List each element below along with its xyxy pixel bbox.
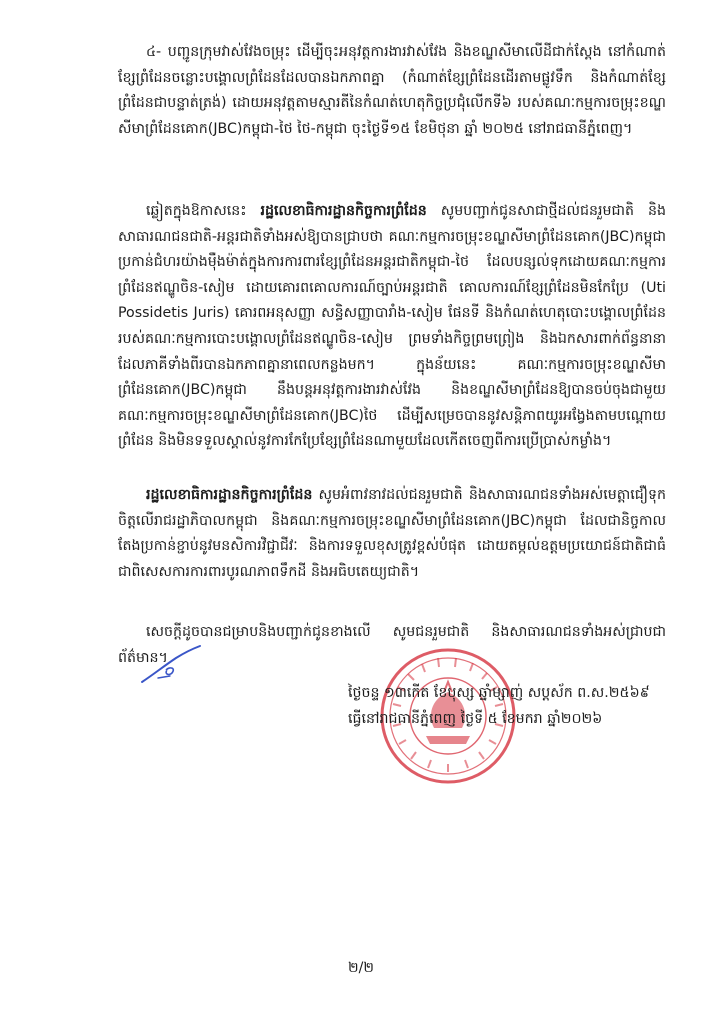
page-number: ២/២ <box>348 960 374 976</box>
paragraph-text: ៤- បញ្ជូនក្រុមវាស់វែងចម្រុះ ដើម្បីចុះអនុវត្តការងារវាស់វែង និងខណ្ឌសីមាលើដីជាក់ស្តែង នៅកំណាត់ខ្សែព្រំដែនចន្លោះបង្គោលព្រំដែនដែលបានឯកភាពគ្នា (កំណាត់ខ្សែព្រំដែនដើរតាមផ្លូវទឹក និងកំណាត់ខ្សែព្រំដែនជាបន្ទាត់ត្រង់) ដោយអនុវត្តតាមស្មារតីនៃកំណត់ហេតុកិច្ចប្រជុំលើកទី៦ របស់គណៈកម្មការចម្រុះខណ្ឌសីមាព្រំដែនគោក(JBC)កម្ពុជា-ថៃ ថៃ-កម្ពុជា ចុះថ្ងៃទី១៥ ខែមិថុនា ឆ្នាំ ២០២៥ នៅរាជធានីភ្នំពេញ។ <box>118 44 666 137</box>
lunar-date-line: ថ្ងៃចន្ទ ១៣កើត ខែបុស្ស ឆ្នាំម្សាញ់ សប្តស័ក ព.ស.២៥៦៩ <box>348 685 650 701</box>
paragraph-bold-subject: រដ្ឋលេខាធិការដ្ឋានកិច្ចការព្រំដែន <box>260 203 427 219</box>
paragraph-border-position <box>118 199 666 455</box>
paragraph-text: សូមអំពាវនាវដល់ជនរួមជាតិ និងសាធារណជនទាំងអស់មេត្តាជឿទុកចិត្តលើរាជរដ្ឋាភិបាលកម្ពុជា និងគណៈកម្មការចម្រុះខណ្ឌសីមាព្រំដែនគោក(JBC)កម្ពុជា ដែលជានិច្ចកាលតែងប្រកាន់ខ្ជាប់នូវមនសិការវិជ្ជាជីវៈ និងការទទួលខុសត្រូវខ្ពស់បំផុត ដោយតម្កល់ឧត្តមប្រយោជន៍ជាតិជាធំ ជាពិសេសការការពារបូរណភាពទឹកដី និងអធិបតេយ្យជាតិ។ <box>118 487 666 580</box>
place-date-line: ធ្វើនៅរាជធានីភ្នំពេញ ថ្ងៃទី ៥ ខែមករា ឆ្នាំ២០២៦ <box>348 711 603 727</box>
date-block <box>348 680 678 732</box>
paragraph-text: សូមបញ្ជាក់ជូនសាជាថ្មីដល់ជនរួមជាតិ និងសាធារណជនជាតិ-អន្តរជាតិទាំងអស់ឱ្យបានជ្រាបថា គណៈកម្មការចម្រុះខណ្ឌសីមាព្រំដែនគោក(JBC)កម្ពុជា ប្រកាន់ជំហរយ៉ាងម៉ឺងម៉ាត់ក្នុងការការពារខ្សែព្រំដែនអន្តរជាតិកម្ពុជា-ថៃ ដែលបន្សល់ទុកដោយគណៈកម្មការព្រំដែនឥណ្ឌូចិន-សៀម ដោយគោរពគោលការណ៍ច្បាប់អន្តរជាតិ គោលការណ៍ខ្សែព្រំដែនមិនកែប្រែ (Uti Possidetis Juris) គោរពអនុសញ្ញា សន្ធិសញ្ញាបារាំង-សៀម ផែនទី និងកំណត់ហេតុបោះបង្គោលព្រំដែនរបស់គណៈកម្មការបោះបង្គោលព្រំដែនឥណ្ឌូចិន-សៀម ព្រមទាំងកិច្ចព្រមព្រៀង និងឯកសារពាក់ព័ន្ធនានាដែលភាគីទាំងពីរបានឯកភាពគ្នានាពេលកន្លងមក។ ក្នុងន័យនេះ គណៈកម្មការចម្រុះខណ្ឌសីមាព្រំដែនគោក(JBC)កម្ពុជា នឹងបន្តអនុវត្តការងារវាស់វែង និងខណ្ឌសីមាព្រំដែនឱ្យបានចប់ចុងជាមួយគណៈកម្មការចម្រុះខណ្ឌសីមាព្រំដែនគោក(JBC)ថៃ ដើម្បីសម្រេចបាននូវសន្តិភាពយូរអង្វែងតាមបណ្តោយព្រំដែន និងមិនទទួលស្គាល់នូវការកែប្រែខ្សែព្រំដែនណាមួយដែលកើតចេញពីការប្រើប្រាស់កម្លាំង។ <box>118 203 666 450</box>
paragraph-appeal <box>118 483 666 585</box>
paragraph-bold-subject: រដ្ឋលេខាធិការដ្ឋានកិច្ចការព្រំដែន <box>146 487 313 503</box>
paragraph-point-4 <box>118 40 666 142</box>
paragraph-text: សេចក្តីដូចបានជម្រាបនិងបញ្ជាក់ជូនខាងលើ សូមជនរួមជាតិ និងសាធារណជនទាំងអស់ជ្រាបជាព័ត៌មាន។ <box>118 624 666 666</box>
paragraph-lead: ឆ្លៀតក្នុងឱកាសនេះ <box>146 203 261 219</box>
signature-mark <box>136 640 206 690</box>
